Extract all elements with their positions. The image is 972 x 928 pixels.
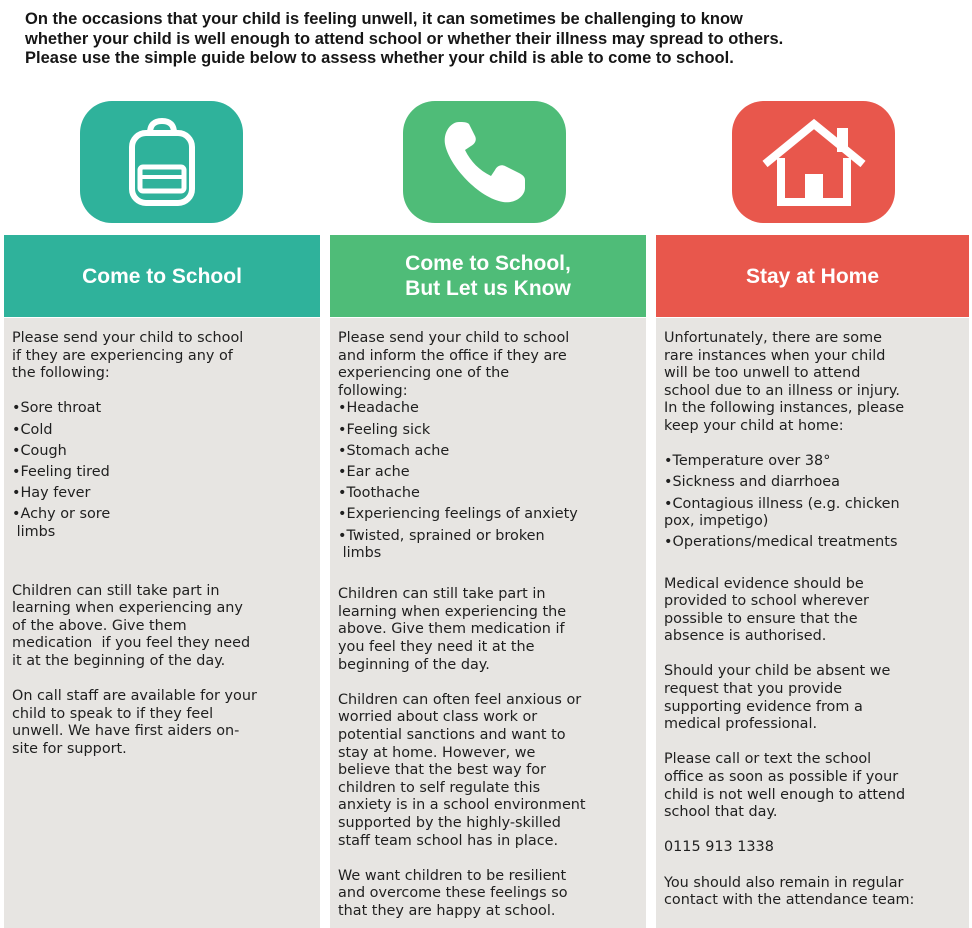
list-item: •Hay fever — [12, 485, 91, 502]
list-item: •Twisted, sprained or broken — [338, 527, 545, 544]
paragraph: We want children to be resilient and overcome these feelings so that they are happy at school. — [338, 867, 568, 919]
heading-stay-at-home — [656, 235, 969, 317]
intro-line: whether your child is well enough to attend school or whether their illness may spread to others. — [25, 29, 784, 48]
list-item: •Feeling sick — [338, 421, 431, 438]
intro-line: On the occasions that your child is feeling unwell, it can sometimes be challenging to know — [25, 10, 743, 28]
heading-come-but-let-us-know — [330, 235, 646, 317]
heading-text: But Let us Know — [405, 277, 571, 300]
list-item: limbs — [338, 545, 382, 562]
list-item: •Stomach ache — [338, 442, 450, 459]
column-intro: Unfortunately, there are some rare instances when your child will be too unwell to attend school due to an illness or injury. In the following instances, please keep your child at home: — [664, 330, 905, 434]
paragraph: Children can often feel anxious or worried about class work or potential sanctions and want to stay at home. However, we believe that the best way for children to self regulate this anxiety is in a school environment supported by the highly-skilled staff team school has in place. — [338, 691, 586, 849]
list-item: •Cold — [12, 421, 53, 438]
phone-number: 0115 913 1338 — [664, 839, 774, 856]
list-item: •Headache — [338, 400, 419, 417]
list-item: •Feeling tired — [12, 463, 110, 480]
heading-text: Come to School, — [405, 252, 571, 275]
list-item: •Sickness and diarrhoea — [664, 474, 840, 491]
column-come-but-let-us-know — [330, 318, 646, 928]
symptom-list — [664, 453, 963, 552]
list-item: •Sore throat — [12, 400, 102, 417]
list-item: •Achy or sore — [12, 506, 111, 523]
list-item: •Operations/medical treatments — [664, 534, 898, 551]
list-item: •Temperature over 38° — [664, 453, 831, 470]
column-intro: Please send your child to school if they are experiencing any of the following: — [12, 330, 244, 382]
paragraph: Medical evidence should be provided to school wherever possible to ensure that the absence is authorised. — [664, 575, 869, 645]
column-stay-at-home — [656, 318, 969, 928]
house-icon — [759, 114, 869, 210]
symptom-list — [338, 400, 640, 562]
paragraph: Children can still take part in learning when experiencing any of the above. Give them medication if you feel they need it at the beginning of the day. — [12, 582, 251, 670]
paragraph: On call staff are available for your child to speak to if they feel unwell. We have first aiders on- site for support. — [12, 688, 257, 758]
column-intro: Please send your child to school and inform the office if they are experiencing one of the following: — [338, 330, 570, 399]
list-item: •Experiencing feelings of anxiety — [338, 506, 578, 523]
list-item: •Ear ache — [338, 463, 410, 480]
paragraph: Please call or text the school office as soon as possible if your child is not well enough to attend school that day. — [664, 751, 906, 821]
column-come-to-school — [4, 318, 320, 928]
backpack-icon-tile — [80, 101, 243, 223]
house-icon-tile — [732, 101, 895, 223]
heading-text: Stay at Home — [745, 264, 880, 288]
heading-text: Come to School — [82, 264, 242, 288]
symptom-list — [12, 400, 314, 541]
phone-icon-tile — [403, 101, 566, 223]
list-item: •Contagious illness (e.g. chicken — [664, 495, 900, 512]
list-item: limbs — [12, 523, 56, 540]
paragraph: Should your child be absent we request that you provide supporting evidence from a medical professional. — [664, 663, 891, 733]
intro-line: Please use the simple guide below to assess whether your child is able to come to school. — [25, 49, 734, 67]
phone-icon — [437, 114, 533, 210]
list-item: pox, impetigo) — [664, 513, 769, 530]
heading-come-to-school — [4, 235, 320, 317]
intro-text — [25, 10, 955, 69]
list-item: •Toothache — [338, 485, 420, 502]
paragraph: You should also remain in regular contact with the attendance team: — [664, 874, 915, 909]
paragraph: Children can still take part in learning when experiencing the above. Give them medication if you feel they need it at the beginning of the day. — [338, 586, 567, 673]
list-item: •Cough — [12, 442, 67, 459]
backpack-icon — [122, 117, 202, 207]
